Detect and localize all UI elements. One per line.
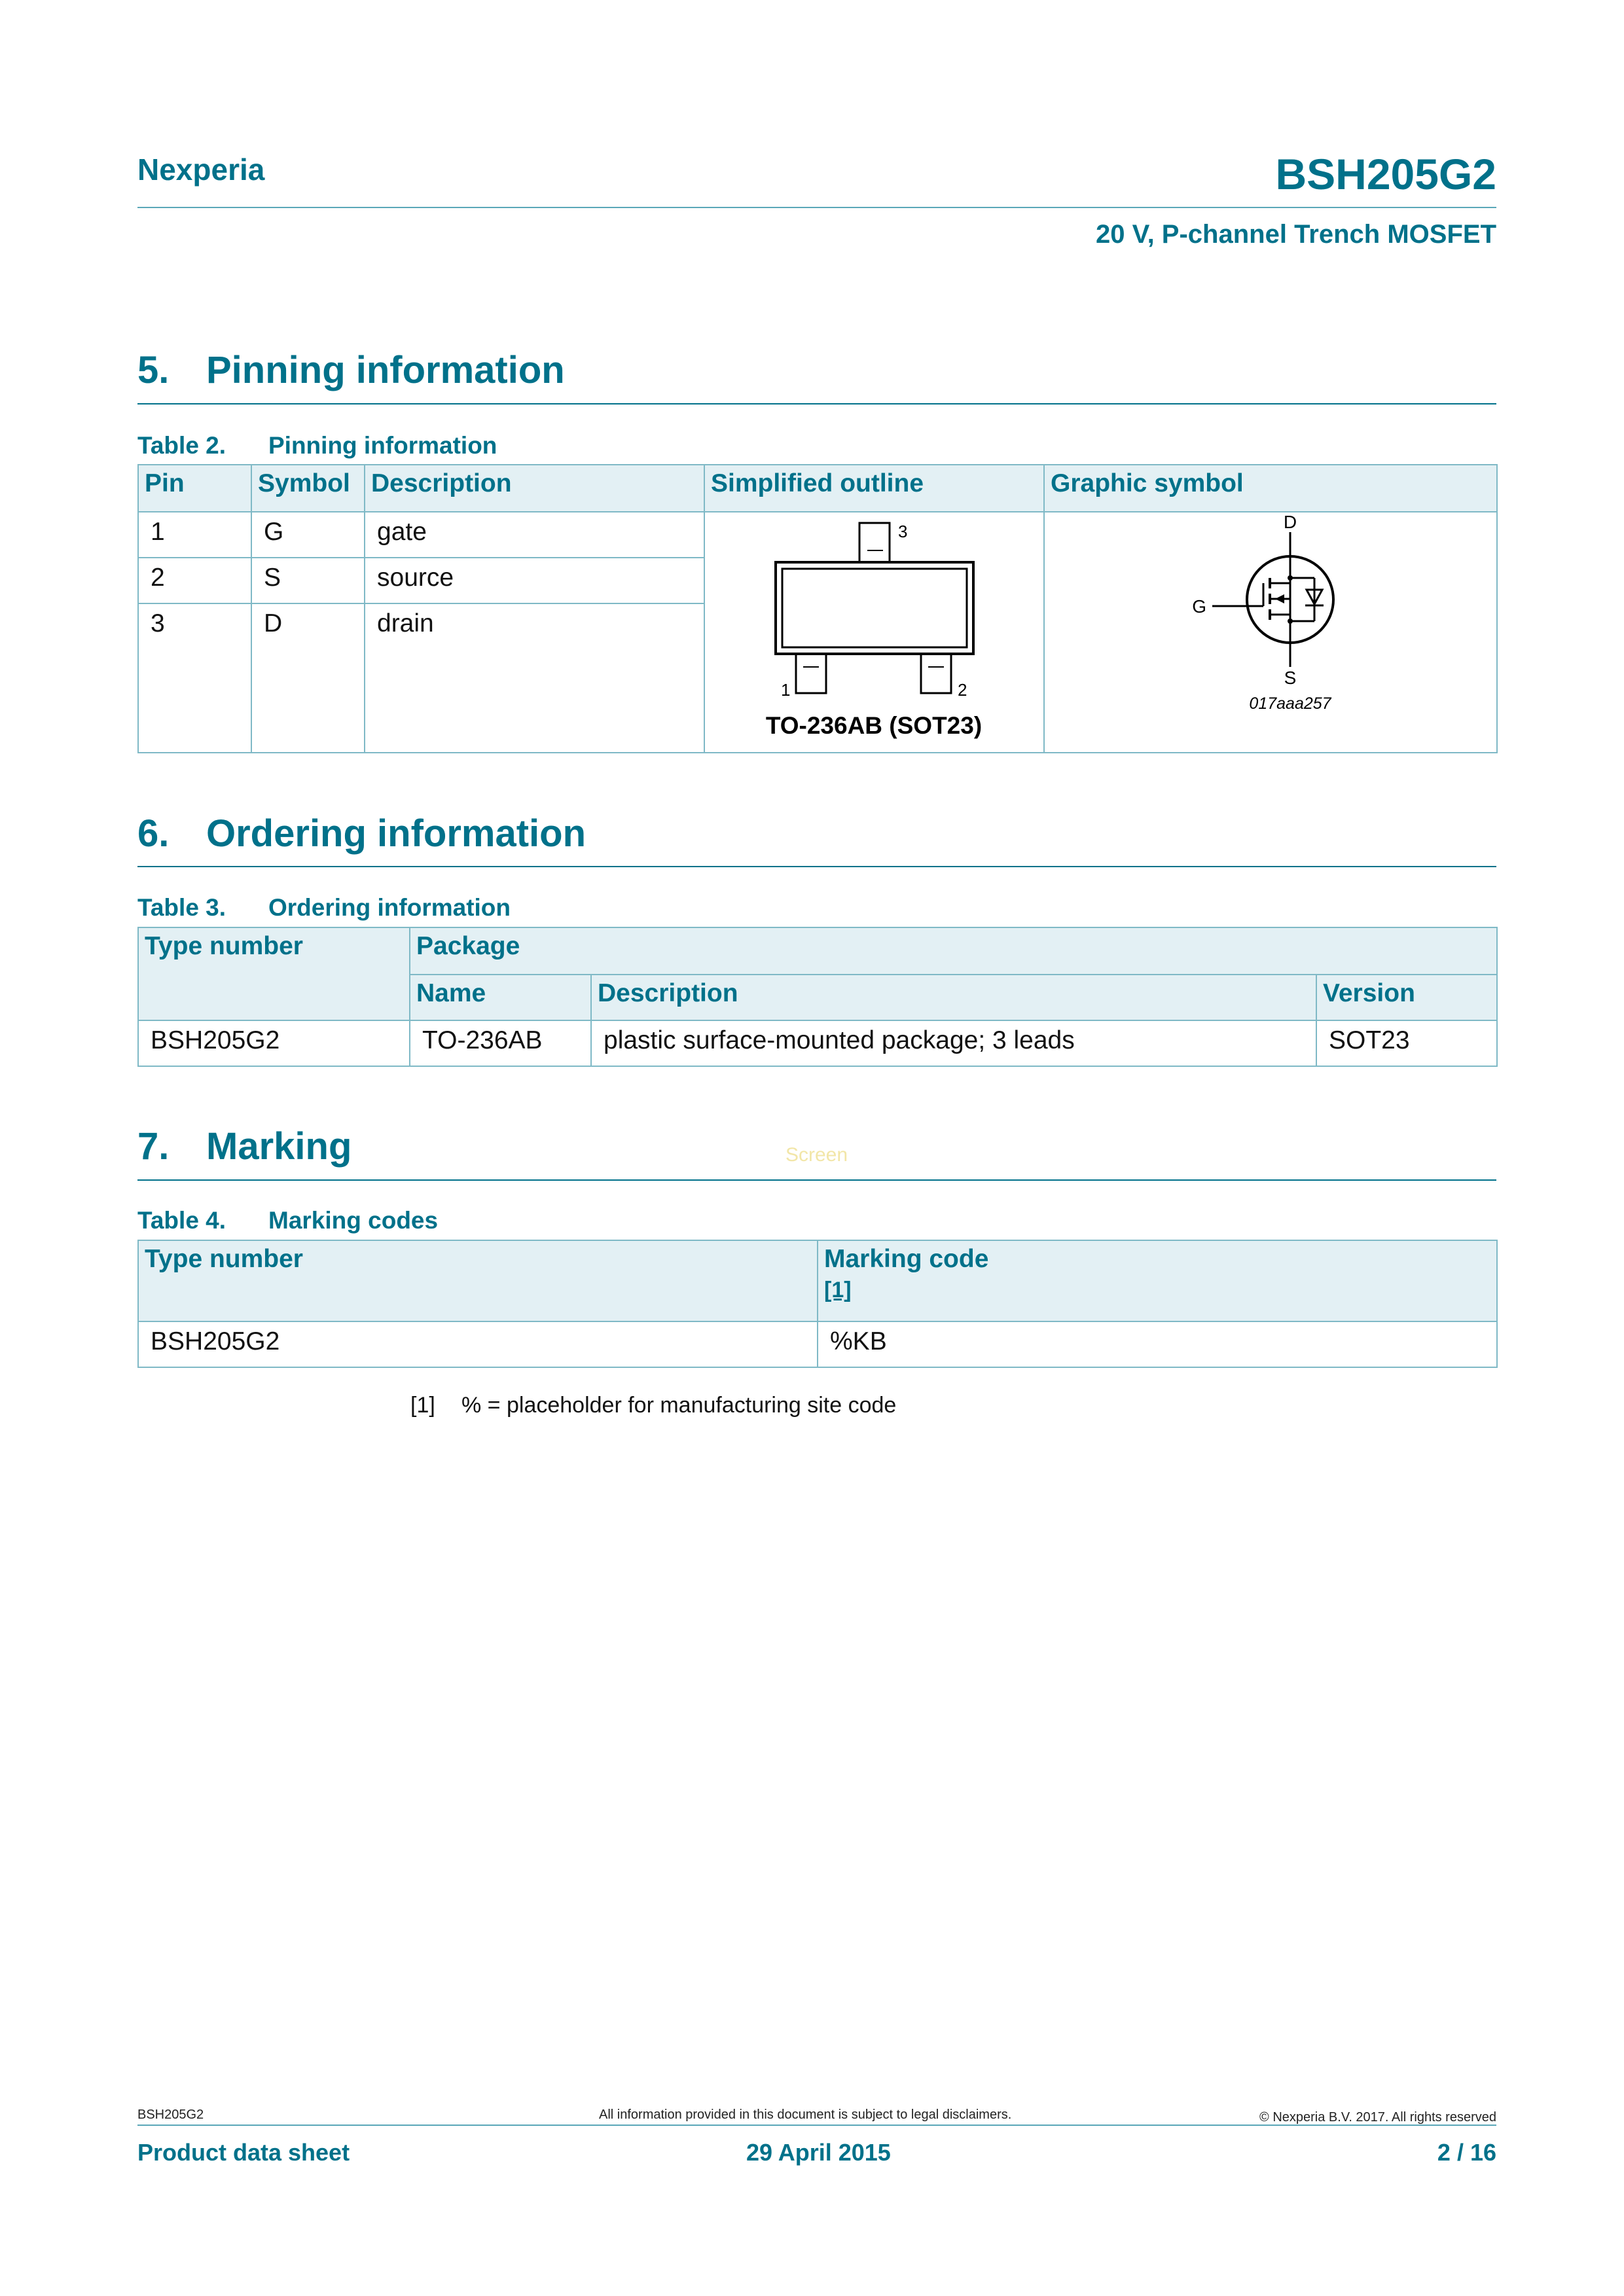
col-header-marking-code bbox=[818, 1240, 1497, 1321]
faint-watermark-text: Screen bbox=[785, 1144, 848, 1166]
footnote-number: [1] bbox=[410, 1393, 435, 1418]
package-version-cell: SOT23 bbox=[1316, 1020, 1497, 1066]
marking-code-label: Marking code bbox=[824, 1245, 989, 1273]
col-header-type-number: Type number bbox=[138, 1240, 818, 1321]
gate-label: G bbox=[1192, 596, 1206, 617]
pin-label-3: 3 bbox=[898, 522, 908, 541]
table-row bbox=[138, 512, 1497, 558]
pinning-table bbox=[137, 464, 1498, 753]
pin-cell: 2 bbox=[138, 558, 251, 603]
table-row bbox=[138, 1020, 1497, 1066]
footer-disclaimer: All information provided in this document is subject to legal disclaimers. bbox=[599, 2108, 1012, 2122]
brand-name: Nexperia bbox=[137, 152, 265, 187]
footer-doc-id: BSH205G2 bbox=[137, 2108, 204, 2122]
section-heading-marking bbox=[137, 1124, 352, 1168]
col-header-name: Name bbox=[410, 975, 591, 1020]
col-header-package: Package bbox=[410, 927, 1497, 975]
table-number: Table 2. bbox=[137, 432, 226, 459]
section-title: Ordering information bbox=[206, 812, 586, 855]
col-header-version: Version bbox=[1316, 975, 1497, 1020]
col-header-type-number: Type number bbox=[138, 927, 410, 1020]
col-header-description: Description bbox=[591, 975, 1316, 1020]
footer-divider bbox=[137, 2125, 1496, 2126]
col-header-outline: Simplified outline bbox=[704, 465, 1044, 512]
section-number: 6. bbox=[137, 812, 170, 855]
description-cell: source bbox=[365, 558, 704, 603]
drain-label: D bbox=[1283, 512, 1297, 532]
symbol-code: 017aaa257 bbox=[1249, 694, 1331, 713]
table-title: Pinning information bbox=[268, 432, 497, 459]
section-number: 5. bbox=[137, 349, 170, 391]
product-subtitle: 20 V, P-channel Trench MOSFET bbox=[1095, 220, 1496, 249]
footnote bbox=[410, 1393, 896, 1418]
footer-page-number: 2 / 16 bbox=[1437, 2139, 1496, 2166]
pin-cell: 1 bbox=[138, 512, 251, 558]
footer-doc-type: Product data sheet bbox=[137, 2139, 350, 2166]
pin-cell: 3 bbox=[138, 603, 251, 753]
symbol-cell: G bbox=[251, 512, 365, 558]
package-description-cell: plastic surface-mounted package; 3 leads bbox=[591, 1020, 1316, 1066]
section-number: 7. bbox=[137, 1125, 170, 1168]
outline-cell bbox=[704, 512, 1044, 753]
section-divider bbox=[137, 866, 1496, 867]
table-title: Ordering information bbox=[268, 894, 511, 921]
type-number-cell: BSH205G2 bbox=[138, 1321, 818, 1367]
graphic-symbol-cell bbox=[1044, 512, 1497, 753]
section-divider bbox=[137, 403, 1496, 404]
header-divider bbox=[137, 207, 1496, 208]
type-number-cell: BSH205G2 bbox=[138, 1020, 410, 1066]
pin-label-2: 2 bbox=[958, 680, 967, 700]
ordering-table bbox=[137, 927, 1498, 1067]
footer-copyright: © Nexperia B.V. 2017. All rights reserved bbox=[1259, 2110, 1496, 2125]
table-title: Marking codes bbox=[268, 1207, 439, 1234]
table4-caption bbox=[137, 1207, 438, 1234]
footnote-link[interactable]: [1] bbox=[824, 1278, 852, 1302]
table-number: Table 3. bbox=[137, 894, 226, 921]
col-header-pin: Pin bbox=[138, 465, 251, 512]
marking-table bbox=[137, 1240, 1498, 1368]
col-header-description: Description bbox=[365, 465, 704, 512]
mosfet-symbol-drawing bbox=[1045, 512, 1496, 753]
pin-label-1: 1 bbox=[781, 680, 791, 700]
footnote-text: % = placeholder for manufacturing site code bbox=[461, 1393, 897, 1418]
table-row bbox=[138, 1321, 1497, 1367]
table-number: Table 4. bbox=[137, 1207, 226, 1234]
description-cell: gate bbox=[365, 512, 704, 558]
package-label: TO-236AB (SOT23) bbox=[765, 712, 983, 739]
marking-code-cell: %KB bbox=[818, 1321, 1497, 1367]
table3-caption bbox=[137, 894, 511, 922]
section-title: Marking bbox=[206, 1125, 352, 1168]
sot23-outline-drawing bbox=[705, 512, 1043, 753]
section-divider bbox=[137, 1179, 1496, 1181]
col-header-symbol: Symbol bbox=[251, 465, 365, 512]
section-heading-ordering bbox=[137, 812, 586, 855]
col-header-graphic-symbol: Graphic symbol bbox=[1044, 465, 1497, 512]
description-cell: drain bbox=[365, 603, 704, 753]
source-label: S bbox=[1284, 668, 1297, 688]
section-heading-pinning bbox=[137, 348, 565, 392]
table2-caption bbox=[137, 432, 497, 459]
symbol-cell: S bbox=[251, 558, 365, 603]
footer-date: 29 April 2015 bbox=[746, 2139, 891, 2166]
symbol-cell: D bbox=[251, 603, 365, 753]
package-name-cell: TO-236AB bbox=[410, 1020, 591, 1066]
section-title: Pinning information bbox=[206, 349, 565, 391]
product-title: BSH205G2 bbox=[1275, 150, 1496, 198]
